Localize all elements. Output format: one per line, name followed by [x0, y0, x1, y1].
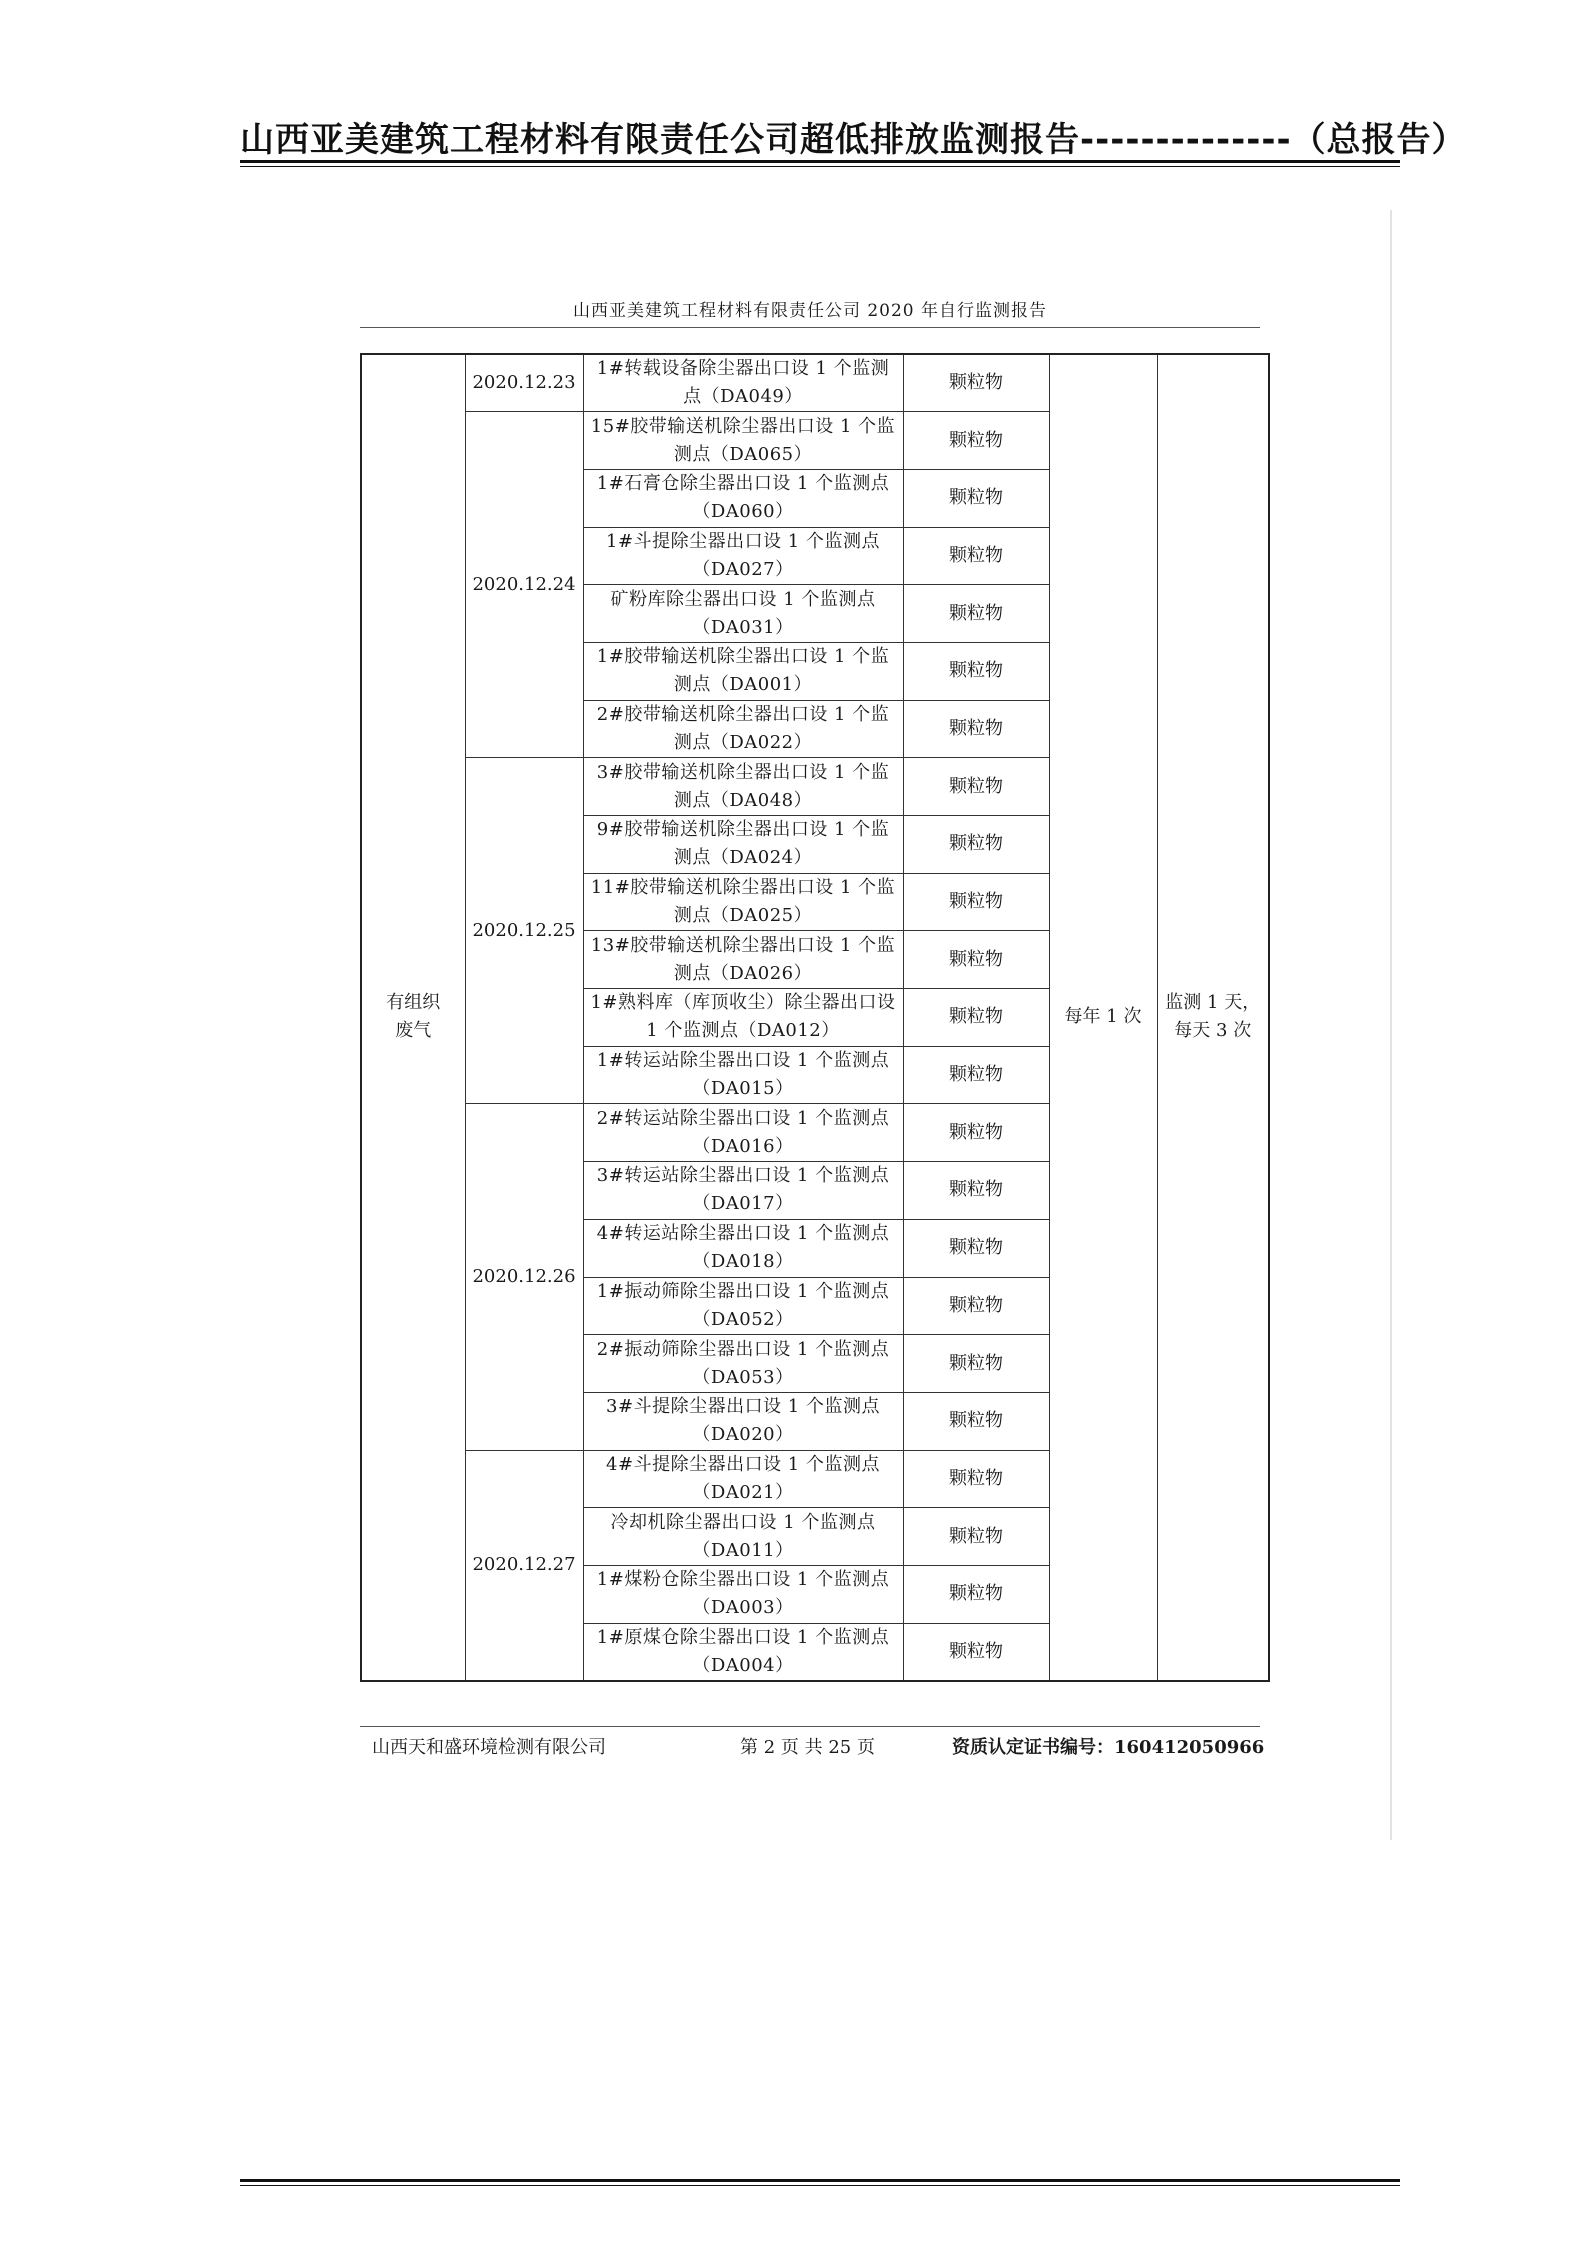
frequency-cell: 每年 1 次	[1049, 354, 1157, 1681]
monitoring-point-cell: 3#斗提除尘器出口设 1 个监测点（DA020）	[583, 1392, 903, 1450]
monitoring-point-cell: 2#振动筛除尘器出口设 1 个监测点（DA053）	[583, 1335, 903, 1393]
monitoring-point-cell: 冷却机除尘器出口设 1 个监测点（DA011）	[583, 1508, 903, 1566]
scan-edge	[1390, 210, 1392, 1840]
monitoring-table	[360, 353, 1270, 1682]
date-cell: 2020.12.25	[465, 758, 583, 1104]
pollutant-cell: 颗粒物	[903, 1046, 1049, 1104]
monitoring-point-cell: 15#胶带输送机除尘器出口设 1 个监测点（DA065）	[583, 412, 903, 470]
footer-rule	[360, 1726, 1260, 1727]
pollutant-cell: 颗粒物	[903, 1219, 1049, 1277]
pollutant-cell: 颗粒物	[903, 527, 1049, 585]
pollutant-cell: 颗粒物	[903, 1162, 1049, 1220]
inner-header-rule	[360, 327, 1260, 328]
pollutant-cell: 颗粒物	[903, 1335, 1049, 1393]
footer-rule-thick	[240, 2179, 1400, 2182]
date-cell: 2020.12.24	[465, 412, 583, 758]
footer-rule-thin	[240, 2185, 1400, 2186]
monitoring-point-cell: 1#转载设备除尘器出口设 1 个监测点（DA049）	[583, 354, 903, 412]
footer-page-number: 第 2 页 共 25 页	[740, 1737, 875, 1758]
monitoring-point-cell: 4#斗提除尘器出口设 1 个监测点（DA021）	[583, 1450, 903, 1508]
pollutant-cell: 颗粒物	[903, 700, 1049, 758]
monitoring-point-cell: 2#胶带输送机除尘器出口设 1 个监测点（DA022）	[583, 700, 903, 758]
pollutant-cell: 颗粒物	[903, 354, 1049, 412]
category-cell: 有组织 废气	[361, 354, 465, 1681]
pollutant-cell: 颗粒物	[903, 1277, 1049, 1335]
report-title: 山西亚美建筑工程材料有限责任公司超低排放监测报告--------------（总报告）	[240, 120, 1467, 160]
header-rule-thick	[240, 160, 1400, 163]
monitoring-point-cell: 矿粉库除尘器出口设 1 个监测点（DA031）	[583, 585, 903, 643]
pollutant-cell: 颗粒物	[903, 1104, 1049, 1162]
monitoring-point-cell: 1#斗提除尘器出口设 1 个监测点（DA027）	[583, 527, 903, 585]
pollutant-cell: 颗粒物	[903, 1450, 1049, 1508]
monitoring-point-cell: 1#转运站除尘器出口设 1 个监测点（DA015）	[583, 1046, 903, 1104]
monitoring-point-cell: 13#胶带输送机除尘器出口设 1 个监测点（DA026）	[583, 931, 903, 989]
pollutant-cell: 颗粒物	[903, 989, 1049, 1047]
date-cell: 2020.12.27	[465, 1450, 583, 1681]
date-cell: 2020.12.26	[465, 1104, 583, 1450]
table-row	[361, 354, 1269, 412]
monitoring-point-cell: 3#胶带输送机除尘器出口设 1 个监测点（DA048）	[583, 758, 903, 816]
monitoring-point-cell: 1#熟料库（库顶收尘）除尘器出口设 1 个监测点（DA012）	[583, 989, 903, 1047]
pollutant-cell: 颗粒物	[903, 585, 1049, 643]
pollutant-cell: 颗粒物	[903, 931, 1049, 989]
pollutant-cell: 颗粒物	[903, 642, 1049, 700]
monitoring-point-cell: 1#石膏仓除尘器出口设 1 个监测点（DA060）	[583, 469, 903, 527]
monitoring-point-cell: 2#转运站除尘器出口设 1 个监测点（DA016）	[583, 1104, 903, 1162]
pollutant-cell: 颗粒物	[903, 816, 1049, 874]
pollutant-cell: 颗粒物	[903, 1565, 1049, 1623]
monitoring-table-body	[361, 354, 1269, 1681]
inner-report-title: 山西亚美建筑工程材料有限责任公司 2020 年自行监测报告	[572, 301, 1048, 321]
monitoring-point-cell: 1#胶带输送机除尘器出口设 1 个监测点（DA001）	[583, 642, 903, 700]
header-rule-thin	[240, 166, 1400, 167]
pollutant-cell: 颗粒物	[903, 412, 1049, 470]
pollutant-cell: 颗粒物	[903, 1623, 1049, 1681]
pollutant-cell: 颗粒物	[903, 873, 1049, 931]
monitoring-point-cell: 9#胶带输送机除尘器出口设 1 个监测点（DA024）	[583, 816, 903, 874]
monitoring-point-cell: 1#煤粉仓除尘器出口设 1 个监测点（DA003）	[583, 1565, 903, 1623]
pollutant-cell: 颗粒物	[903, 1508, 1049, 1566]
monitoring-point-cell: 4#转运站除尘器出口设 1 个监测点（DA018）	[583, 1219, 903, 1277]
pollutant-cell: 颗粒物	[903, 758, 1049, 816]
monitoring-point-cell: 1#原煤仓除尘器出口设 1 个监测点（DA004）	[583, 1623, 903, 1681]
sampling-cell: 监测 1 天， 每天 3 次	[1157, 354, 1269, 1681]
monitoring-point-cell: 1#振动筛除尘器出口设 1 个监测点（DA052）	[583, 1277, 903, 1335]
monitoring-point-cell: 11#胶带输送机除尘器出口设 1 个监测点（DA025）	[583, 873, 903, 931]
monitoring-point-cell: 3#转运站除尘器出口设 1 个监测点（DA017）	[583, 1162, 903, 1220]
footer-certificate: 资质认定证书编号：160412050966	[952, 1737, 1265, 1758]
date-cell: 2020.12.23	[465, 354, 583, 412]
pollutant-cell: 颗粒物	[903, 469, 1049, 527]
pollutant-cell: 颗粒物	[903, 1392, 1049, 1450]
footer-company: 山西天和盛环境检测有限公司	[372, 1737, 606, 1758]
